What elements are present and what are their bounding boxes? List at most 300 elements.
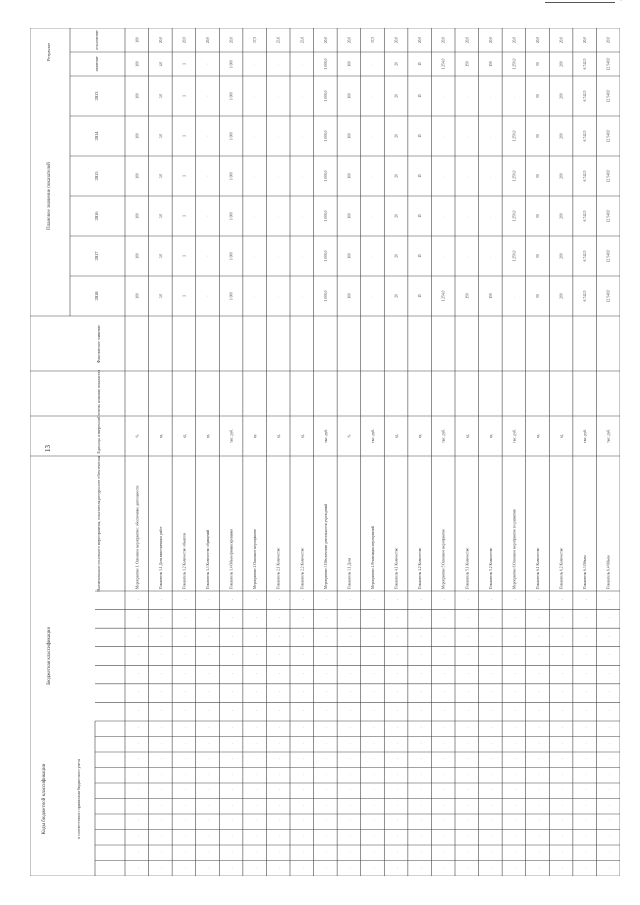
row-year-value: 6 742,5 — [583, 210, 588, 222]
row-mark: · — [231, 670, 234, 676]
row-year-value: 1 000 — [229, 251, 234, 261]
row-mark: · — [161, 670, 163, 676]
row-year-value: 3,0 — [158, 293, 163, 299]
row-description: Показатель 1.4 Объем финансирования — [229, 529, 234, 589]
row-result-value: 100 — [347, 61, 352, 67]
row-code: · — [444, 803, 446, 808]
row-mark: · — [279, 652, 281, 657]
row-code: · — [326, 756, 328, 761]
row-year-value: 20 — [394, 294, 399, 298]
row-year-value: · — [276, 175, 281, 177]
row-year-value: 12 540,0 — [606, 169, 611, 183]
row-mark: · — [326, 689, 328, 695]
row-mark: · — [609, 652, 611, 657]
row-code: · — [302, 849, 304, 854]
row-mark: · — [585, 689, 587, 695]
row-code: · — [255, 849, 257, 854]
row-mark: · — [514, 670, 517, 676]
row-result-dev: 20,0 — [583, 36, 588, 44]
row-code: · — [255, 756, 257, 761]
row-code: · — [538, 849, 540, 854]
row-code: · — [326, 725, 328, 730]
row-mark: · — [137, 652, 139, 657]
header-codes: Коды бюджетной классификации — [42, 763, 47, 835]
row-year-value: · — [488, 135, 493, 137]
row-mark: · — [279, 614, 281, 620]
row-code: · — [137, 787, 139, 792]
row-code: · — [349, 725, 352, 730]
row-mark: · — [514, 633, 517, 639]
row-code: · — [302, 725, 304, 730]
row-result-value: 100 — [135, 61, 140, 67]
row-year-value: · — [253, 295, 258, 297]
row-mark: · — [396, 689, 399, 695]
row-mark: · — [279, 689, 281, 695]
row-year-value: 20 — [394, 94, 399, 98]
row-result-value: 1 000 — [229, 59, 234, 69]
row-mark: · — [349, 596, 352, 602]
row-mark: · — [420, 689, 422, 695]
row-mark: · — [208, 707, 210, 713]
row-code: · — [585, 803, 587, 808]
row-year-value: 1 250,0 — [512, 170, 517, 182]
row-code: · — [137, 865, 139, 870]
row-code: · — [349, 834, 352, 839]
row-mark: · — [279, 670, 281, 676]
row-code: · — [279, 772, 281, 777]
row-year-value: 100 — [135, 213, 140, 219]
row-code: · — [585, 756, 587, 761]
row-mark: · — [561, 707, 564, 713]
row-year-value: 100 — [347, 253, 352, 259]
row-code: · — [326, 803, 328, 808]
row-year-value: · — [300, 215, 305, 217]
row-result-dev: 20,0 — [418, 36, 423, 44]
row-year-value: · — [371, 135, 375, 137]
row-year-value: 50 — [536, 294, 540, 298]
row-code: · — [585, 865, 587, 870]
row-mark: · — [420, 614, 422, 620]
row-result-value: 1 — [182, 63, 187, 65]
row-year-value: 50 — [536, 134, 540, 138]
row-unit: ед. — [253, 433, 258, 439]
row-mark: · — [161, 633, 163, 639]
row-description: Мероприятие 6 Основное мероприятие по развитию — [512, 508, 517, 589]
row-result-dev: 20,0 — [488, 36, 493, 44]
row-year-value: · — [253, 95, 258, 97]
row-description: Показатель 4.2 Количество — [418, 547, 423, 589]
row-year-value: 3,0 — [158, 133, 163, 139]
row-code: · — [444, 725, 446, 730]
row-mark: · — [585, 596, 587, 602]
row-code: · — [373, 772, 375, 777]
row-year-value: 15 — [418, 294, 423, 298]
row-code: · — [208, 849, 210, 854]
row-code: · — [585, 725, 587, 730]
row-code: · — [444, 834, 446, 839]
row-year-value: 1 250,0 — [512, 250, 517, 262]
row-description: Показатель 2.1 Количество — [276, 547, 281, 589]
row-code: · — [137, 834, 139, 839]
row-year-value: · — [441, 175, 446, 177]
row-unit: тыс. руб. — [229, 429, 234, 443]
row-mark: · — [255, 670, 257, 676]
header-year: 2014 — [94, 131, 99, 141]
row-mark: · — [585, 614, 587, 620]
row-mark: · — [302, 652, 304, 657]
header-program: Бюджетная классификация — [47, 627, 52, 685]
row-unit: % — [135, 434, 140, 438]
row-code: · — [373, 803, 375, 808]
row-mark: · — [279, 596, 281, 602]
row-code: · — [349, 741, 352, 746]
row-code: · — [184, 787, 187, 792]
row-code: · — [373, 725, 375, 730]
row-mark: · — [208, 652, 210, 657]
row-year-value: 1 000,0 — [323, 170, 328, 182]
row-description: Мероприятие 2 Основное мероприятие — [253, 528, 258, 589]
row-result-value: · — [300, 63, 305, 65]
row-mark: · — [255, 633, 257, 639]
row-code: · — [184, 741, 187, 746]
row-year-value: 1 254,0 — [441, 290, 446, 302]
row-unit: тыс. руб. — [583, 429, 588, 443]
row-mark: · — [373, 614, 375, 620]
row-result-dev: 20,0 — [536, 36, 540, 44]
row-year-value: 12 540,0 — [606, 249, 611, 263]
row-mark: · — [373, 689, 375, 695]
row-mark: · — [396, 596, 399, 602]
row-code: · — [208, 787, 210, 792]
row-year-value: 15 — [418, 174, 423, 178]
row-mark: · — [184, 689, 187, 695]
row-year-value: 15 — [418, 254, 423, 258]
row-year-value: · — [371, 95, 375, 97]
row-mark: · — [538, 707, 540, 713]
row-code: · — [538, 772, 540, 777]
row-mark: · — [561, 670, 564, 676]
row-mark: · — [349, 689, 352, 695]
row-mark: · — [231, 689, 234, 695]
row-year-value: 50 — [536, 174, 540, 178]
row-code: · — [609, 849, 611, 854]
row-code: · — [208, 725, 210, 730]
header-year: 2016 — [94, 211, 99, 221]
row-code: · — [161, 834, 163, 839]
row-code: · — [561, 834, 564, 839]
row-year-value: 1 000 — [229, 131, 234, 141]
row-description: Показатель 1.1 Доля выполненных работ — [158, 526, 163, 589]
row-description: Показатель 5.2 Количество — [488, 547, 493, 589]
row-code: · — [326, 818, 328, 823]
row-code: · — [491, 849, 493, 854]
row-mark: · — [514, 652, 517, 657]
row-result-value: 200 — [559, 61, 564, 67]
row-mark: · — [302, 633, 304, 639]
row-code: · — [231, 787, 234, 792]
row-code: · — [467, 725, 469, 730]
row-mark: · — [396, 652, 399, 657]
row-code: · — [609, 725, 611, 730]
row-code: · — [161, 818, 163, 823]
row-code: · — [561, 849, 564, 854]
row-description: Показатель 4.1 Количество — [394, 547, 399, 589]
row-mark: · — [279, 707, 281, 713]
row-code: · — [561, 787, 564, 792]
row-code: · — [255, 803, 257, 808]
row-mark: · — [609, 614, 611, 620]
row-mark: · — [255, 707, 257, 713]
row-description: Показатель 1.2 Количество объектов — [182, 533, 187, 589]
row-mark: · — [137, 596, 139, 602]
row-code: · — [184, 756, 187, 761]
row-unit: ед. — [536, 433, 540, 439]
row-year-value: 20 — [394, 254, 399, 258]
row-code: · — [444, 756, 446, 761]
row-code: · — [396, 834, 399, 839]
row-code: · — [255, 772, 257, 777]
row-year-value: · — [300, 135, 305, 137]
row-code: · — [231, 756, 234, 761]
row-mark: · — [161, 689, 163, 695]
row-mark: · — [373, 652, 375, 657]
row-mark: · — [302, 596, 304, 602]
row-mark: · — [326, 614, 328, 620]
row-year-value: 6 742,5 — [583, 250, 588, 262]
row-code: · — [609, 834, 611, 839]
row-code: · — [420, 741, 422, 746]
row-year-value: · — [253, 255, 258, 257]
row-code: · — [137, 803, 139, 808]
row-year-value: · — [488, 255, 493, 257]
header-unit: Единица измерения — [96, 418, 101, 454]
row-code: · — [255, 725, 257, 730]
row-unit: тыс. руб. — [606, 429, 611, 443]
row-year-value: · — [300, 255, 305, 257]
row-code: · — [491, 865, 493, 870]
header-rule — [545, 2, 615, 3]
row-code: · — [161, 865, 163, 870]
row-code: · — [302, 803, 304, 808]
row-code: · — [467, 849, 469, 854]
row-code: · — [420, 865, 422, 870]
row-code: · — [491, 725, 493, 730]
header-desc: Наименование основного мероприятия, показателя ресурсного обеспечения — [96, 456, 101, 592]
row-unit: тыс. руб. — [512, 429, 517, 443]
row-description: Показатель 3.1 Доля — [347, 557, 352, 589]
row-mark: · — [137, 689, 139, 695]
row-code: · — [561, 725, 564, 730]
row-mark: · — [255, 614, 257, 620]
row-unit: ед. — [182, 433, 187, 439]
row-year-value: 1 — [182, 295, 187, 297]
row-code: · — [231, 818, 234, 823]
row-code: · — [396, 772, 399, 777]
row-mark: · — [467, 689, 469, 695]
row-year-value: 1 000 — [229, 291, 234, 301]
row-code: · — [467, 756, 469, 761]
row-unit: % — [347, 434, 352, 438]
row-code: · — [373, 834, 375, 839]
row-year-value: 100 — [347, 213, 352, 219]
row-code: · — [491, 834, 493, 839]
row-mark: · — [491, 633, 493, 639]
row-code: · — [161, 849, 163, 854]
row-description: Мероприятие 3 Обеспечение деятельности учреждений — [323, 503, 328, 589]
row-code: · — [467, 741, 469, 746]
row-year-value: · — [206, 95, 210, 97]
row-unit: ед. — [488, 433, 493, 439]
row-description: Показатель 5.1 Количество — [465, 547, 470, 589]
row-result-value: 15 — [418, 62, 423, 66]
row-year-value: 100 — [347, 293, 352, 299]
row-code: · — [467, 865, 469, 870]
row-code: · — [326, 772, 328, 777]
row-result-dev: 100 — [135, 37, 140, 43]
row-year-value: 200 — [559, 133, 564, 139]
row-code: · — [349, 756, 352, 761]
row-year-value: 20 — [394, 134, 399, 138]
row-year-value: · — [206, 175, 210, 177]
row-code: · — [538, 756, 540, 761]
row-mark: · — [349, 670, 352, 676]
row-description: Показатель 6.1 Количество — [536, 547, 540, 589]
row-code: · — [255, 834, 257, 839]
row-code: · — [585, 834, 587, 839]
header-result: Результат — [46, 42, 51, 62]
row-year-value: · — [253, 175, 258, 177]
row-year-value: 12 540,0 — [606, 129, 611, 143]
row-mark: · — [373, 670, 375, 676]
row-mark: · — [538, 652, 540, 657]
row-code: · — [208, 865, 210, 870]
row-mark: · — [491, 670, 493, 676]
row-code: · — [396, 741, 399, 746]
row-year-value: · — [300, 175, 305, 177]
row-mark: · — [184, 596, 187, 602]
row-code: · — [444, 849, 446, 854]
row-code: · — [231, 741, 234, 746]
row-result-dev: 20,0 — [158, 36, 163, 44]
row-code: · — [491, 741, 493, 746]
row-year-value: 12 540,0 — [606, 209, 611, 223]
row-mark: · — [396, 670, 399, 676]
row-mark: · — [538, 614, 540, 620]
row-year-value: 50 — [536, 94, 540, 98]
row-code: · — [585, 741, 587, 746]
row-mark: · — [538, 633, 540, 639]
row-result-dev: 37,5 — [371, 36, 375, 44]
row-code: · — [208, 756, 210, 761]
row-mark: · — [184, 707, 187, 713]
row-year-value: 200 — [559, 293, 564, 299]
row-year-value: 6 742,5 — [583, 130, 588, 142]
row-description: Показатель 2.2 Количество — [300, 547, 305, 589]
row-code: · — [561, 818, 564, 823]
row-code: · — [609, 818, 611, 823]
row-unit: ед. — [465, 433, 470, 439]
row-result-value: · — [206, 63, 210, 65]
header-relation: Степень влияния показателя — [96, 369, 101, 419]
row-code: · — [538, 865, 540, 870]
row-code: · — [279, 803, 281, 808]
row-code: · — [585, 849, 587, 854]
row-code: · — [231, 834, 234, 839]
row-code: · — [538, 787, 540, 792]
row-result-value: · — [253, 63, 258, 65]
row-unit: тыс. руб. — [371, 429, 375, 443]
row-year-value: · — [371, 255, 375, 257]
row-code: · — [420, 818, 422, 823]
row-mark: · — [349, 614, 352, 620]
row-description: Показатель 1.3 Количество обращений — [206, 529, 210, 589]
row-code: · — [231, 849, 234, 854]
row-mark: · — [420, 596, 422, 602]
row-result-dev: 20,0 — [206, 36, 210, 44]
row-code: · — [184, 834, 187, 839]
row-year-value: 3,0 — [158, 173, 163, 179]
row-code: · — [514, 741, 517, 746]
row-mark: · — [302, 689, 304, 695]
row-unit: ед. — [418, 433, 423, 439]
row-mark: · — [208, 596, 210, 602]
row-mark: · — [184, 633, 187, 639]
row-year-value: · — [276, 135, 281, 137]
row-code: · — [137, 756, 139, 761]
row-code: · — [326, 849, 328, 854]
row-mark: · — [609, 596, 611, 602]
row-mark: · — [585, 670, 587, 676]
header-year: 2013 — [94, 91, 99, 101]
row-result-value: · — [371, 63, 375, 65]
row-code: · — [420, 725, 422, 730]
row-code: · — [538, 803, 540, 808]
row-mark: · — [609, 689, 611, 695]
row-mark: · — [609, 633, 611, 639]
row-year-value: · — [300, 95, 305, 97]
row-mark: · — [444, 670, 446, 676]
row-code: · — [326, 865, 328, 870]
row-code: · — [184, 849, 187, 854]
row-year-value: 20 — [394, 214, 399, 218]
row-code: · — [161, 756, 163, 761]
row-mark: · — [279, 633, 281, 639]
row-mark: · — [373, 707, 375, 713]
row-code: · — [302, 787, 304, 792]
row-code: · — [349, 818, 352, 823]
row-code: · — [467, 803, 469, 808]
row-code: · — [137, 725, 139, 730]
row-year-value: · — [465, 215, 470, 217]
row-code: · — [514, 849, 517, 854]
row-mark: · — [585, 707, 587, 713]
row-mark: · — [420, 670, 422, 676]
row-code: · — [184, 772, 187, 777]
row-year-value: · — [465, 255, 470, 257]
row-mark: · — [538, 689, 540, 695]
row-code: · — [585, 787, 587, 792]
row-year-value: · — [441, 135, 446, 137]
row-mark: · — [491, 707, 493, 713]
row-code: · — [514, 787, 517, 792]
row-description: Мероприятие 5 Основное мероприятие — [441, 528, 446, 589]
row-mark: · — [491, 614, 493, 620]
header-indicators: Плановое значение показателей — [47, 162, 52, 230]
row-result-dev: 23,6 — [276, 36, 281, 44]
row-code: · — [561, 772, 564, 777]
row-year-value: 15 — [418, 134, 423, 138]
row-code: · — [514, 818, 517, 823]
